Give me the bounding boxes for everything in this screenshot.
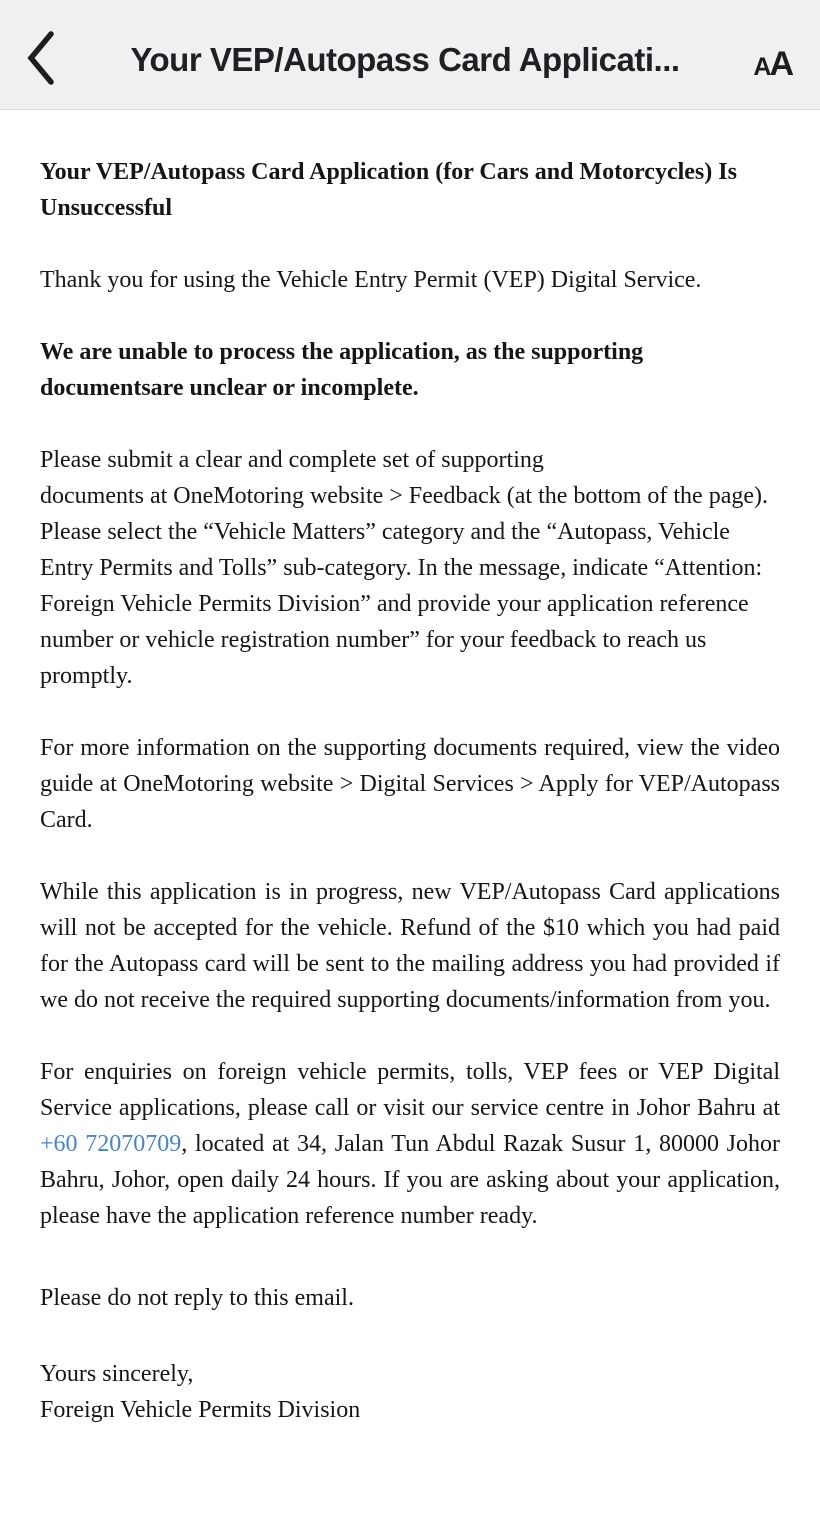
back-button[interactable] (26, 25, 80, 95)
submit-line-1: Please submit a clear and complete set of supporting (40, 447, 544, 473)
chevron-left-icon (26, 29, 56, 90)
paragraph-unable-bold: We are unable to process the application, as the supporting documentsare unclear or incomplete. (40, 339, 644, 401)
header (0, 0, 820, 110)
paragraph-refund: While this application is in progress, new VEP/Autopass Card applications will not be accepted for the vehicle. Refund of the $10 which you had paid for the Autopass card will be sent to the mailing address you had provided if we do not receive the required supporting documents/information from you. (40, 879, 780, 1013)
paragraph-thanks: Thank you for using the Vehicle Entry Permit (VEP) Digital Service. (40, 267, 702, 293)
text-size-icon: AA (753, 44, 794, 83)
submit-rest: documents at OneMotoring website > Feedback (at the bottom of the page). Please select the “Vehicle Matters” category and the “Autopass, Vehicle Entry Permits and Tolls” sub-category. In the message, indicate “Attention: Foreign Vehicle Permits Division” and provide your application reference number or vehicle registration number” for your feedback to reach us promptly. (40, 483, 769, 689)
signature-sender: Foreign Vehicle Permits Division (40, 1397, 361, 1423)
paragraph-enquiries (40, 1054, 780, 1234)
page-title: Your VEP/Autopass Card Applicati... (130, 40, 680, 78)
signature-closing: Yours sincerely, (40, 1361, 194, 1387)
phone-link[interactable]: +60 72070709 (40, 1131, 182, 1157)
text-size-button[interactable] (730, 25, 794, 95)
email-body (0, 110, 820, 1428)
paragraph-no-reply: Please do not reply to this email. (40, 1285, 354, 1311)
signature-block (40, 1356, 780, 1428)
paragraph-submit-documents (40, 442, 780, 694)
email-subject-heading: Your VEP/Autopass Card Application (for Cars and Motorcycles) Is Unsuccessful (40, 159, 737, 221)
paragraph-more-info: For more information on the supporting documents required, view the video guide at OneMotoring website > Digital Services > Apply for VEP/Autopass Card. (40, 735, 780, 833)
enquiries-before-link: For enquiries on foreign vehicle permits, tolls, VEP fees or VEP Digital Service applications, please call or visit our service centre in Johor Bahru at (40, 1059, 780, 1121)
enquiries-after-link: , located at 34, Jalan Tun Abdul Razak Susur 1, 80000 Johor Bahru, Johor, open daily 24 hours. If you are asking about your application, please have the application reference number ready. (40, 1131, 780, 1229)
